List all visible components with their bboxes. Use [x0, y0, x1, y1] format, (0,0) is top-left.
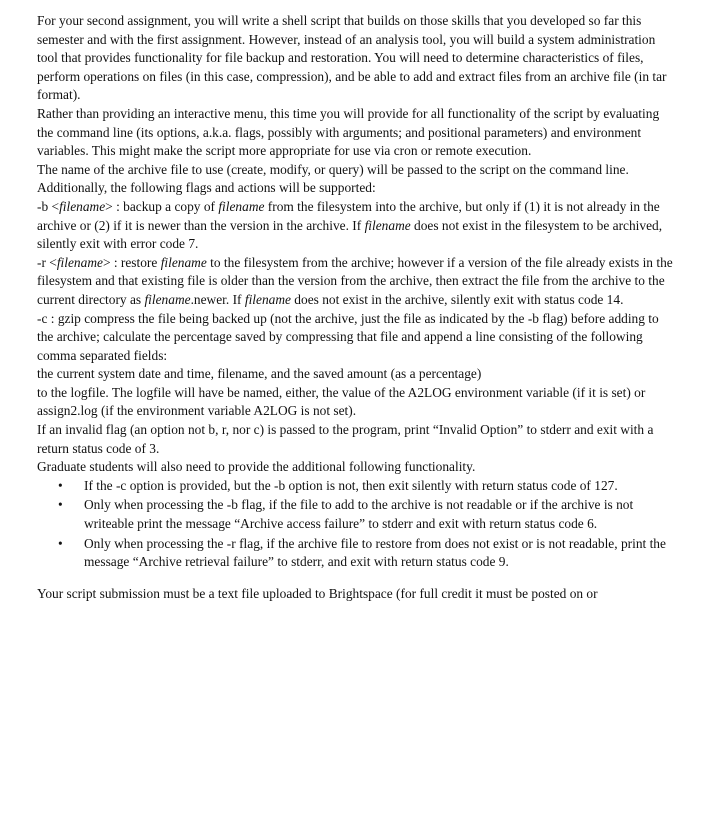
graduate-item: • If the -c option is provided, but the -b option is not, then exit silently with return status code of 127. [37, 477, 677, 496]
graduate-item: • Only when processing the -r flag, if the archive file to restore from does not exist or is not readable, print the message “Archive retrieval failure” to stderr, and exit with return status code 9. [37, 535, 677, 572]
flag-b-description: -b <filename> : backup a copy of filename from the filesystem into the archive, but only if (1) it is not already in the archive or (2) if it is newer than the version in the archive. If filename does not exist in the filesystem to be archived, silently exit with error code 7. [37, 198, 663, 252]
graduate-intro: Graduate students will also need to provide the additional following functionality. [37, 459, 476, 475]
archive-name-paragraph: The name of the archive file to use (create, modify, or query) will be passed to the script on the command line. Additionally, the following flags and actions will be supported: [37, 161, 629, 196]
log-fields: the current system date and time, filename, and the saved amount (as a percentage) [37, 366, 482, 382]
graduate-list [37, 477, 677, 572]
command-line-paragraph: Rather than providing an interactive menu, this time you will provide for all functionality of the script by evaluating the command line (its options, a.k.a. flags, possibly with arguments; and positional parameters) and environment variables. This might make the script more appropriate for use via cron or remote execution. [37, 105, 660, 159]
submission-paragraph: Your script submission must be a text file uploaded to Brightspace (for full credit it must be posted on or [37, 585, 598, 601]
assignment-document [37, 12, 677, 603]
flag-r-description: -r <filename> : restore filename to the filesystem from the archive; however if a version of the file already exists in the filesystem and that existing file is older than the version from the archive, then extract the file from the archive to the current directory as filename.newer. If filename does not exist in the archive, silently exit with status code 14. [37, 254, 673, 307]
invalid-option-paragraph: If an invalid flag (an option not b, r, nor c) is passed to the program, print “Invalid Option” to stderr and exit with a return status code of 3. [37, 422, 654, 456]
flag-c-description: -c : gzip compress the file being backed up (not the archive, just the file as indicated by the -b flag) before adding to the archive; calculate the percentage saved by compressing that file and append a line consisting of the following comma separated fields: [37, 310, 659, 363]
intro-paragraph: For your second assignment, you will write a shell script that builds on those skills that you developed so far this semester and with the first assignment. However, instead of an analysis tool, you will build a system administration tool that provides functionality for file backup and restoration. You will need to determine characteristics of files, perform operations on files (in this case, compression), and be able to add and extract files from an archive file (in tar format). [37, 13, 667, 103]
graduate-item: • Only when processing the -b flag, if the file to add to the archive is not readable or if the archive is not writeable print the message “Archive access failure” to stderr and exit with return status code 6. [37, 496, 677, 533]
logfile-description: to the logfile. The logfile will have be named, either, the value of the A2LOG environment variable (if it is set) or assign2.log (if the environment variable A2LOG is not set). [37, 384, 646, 419]
